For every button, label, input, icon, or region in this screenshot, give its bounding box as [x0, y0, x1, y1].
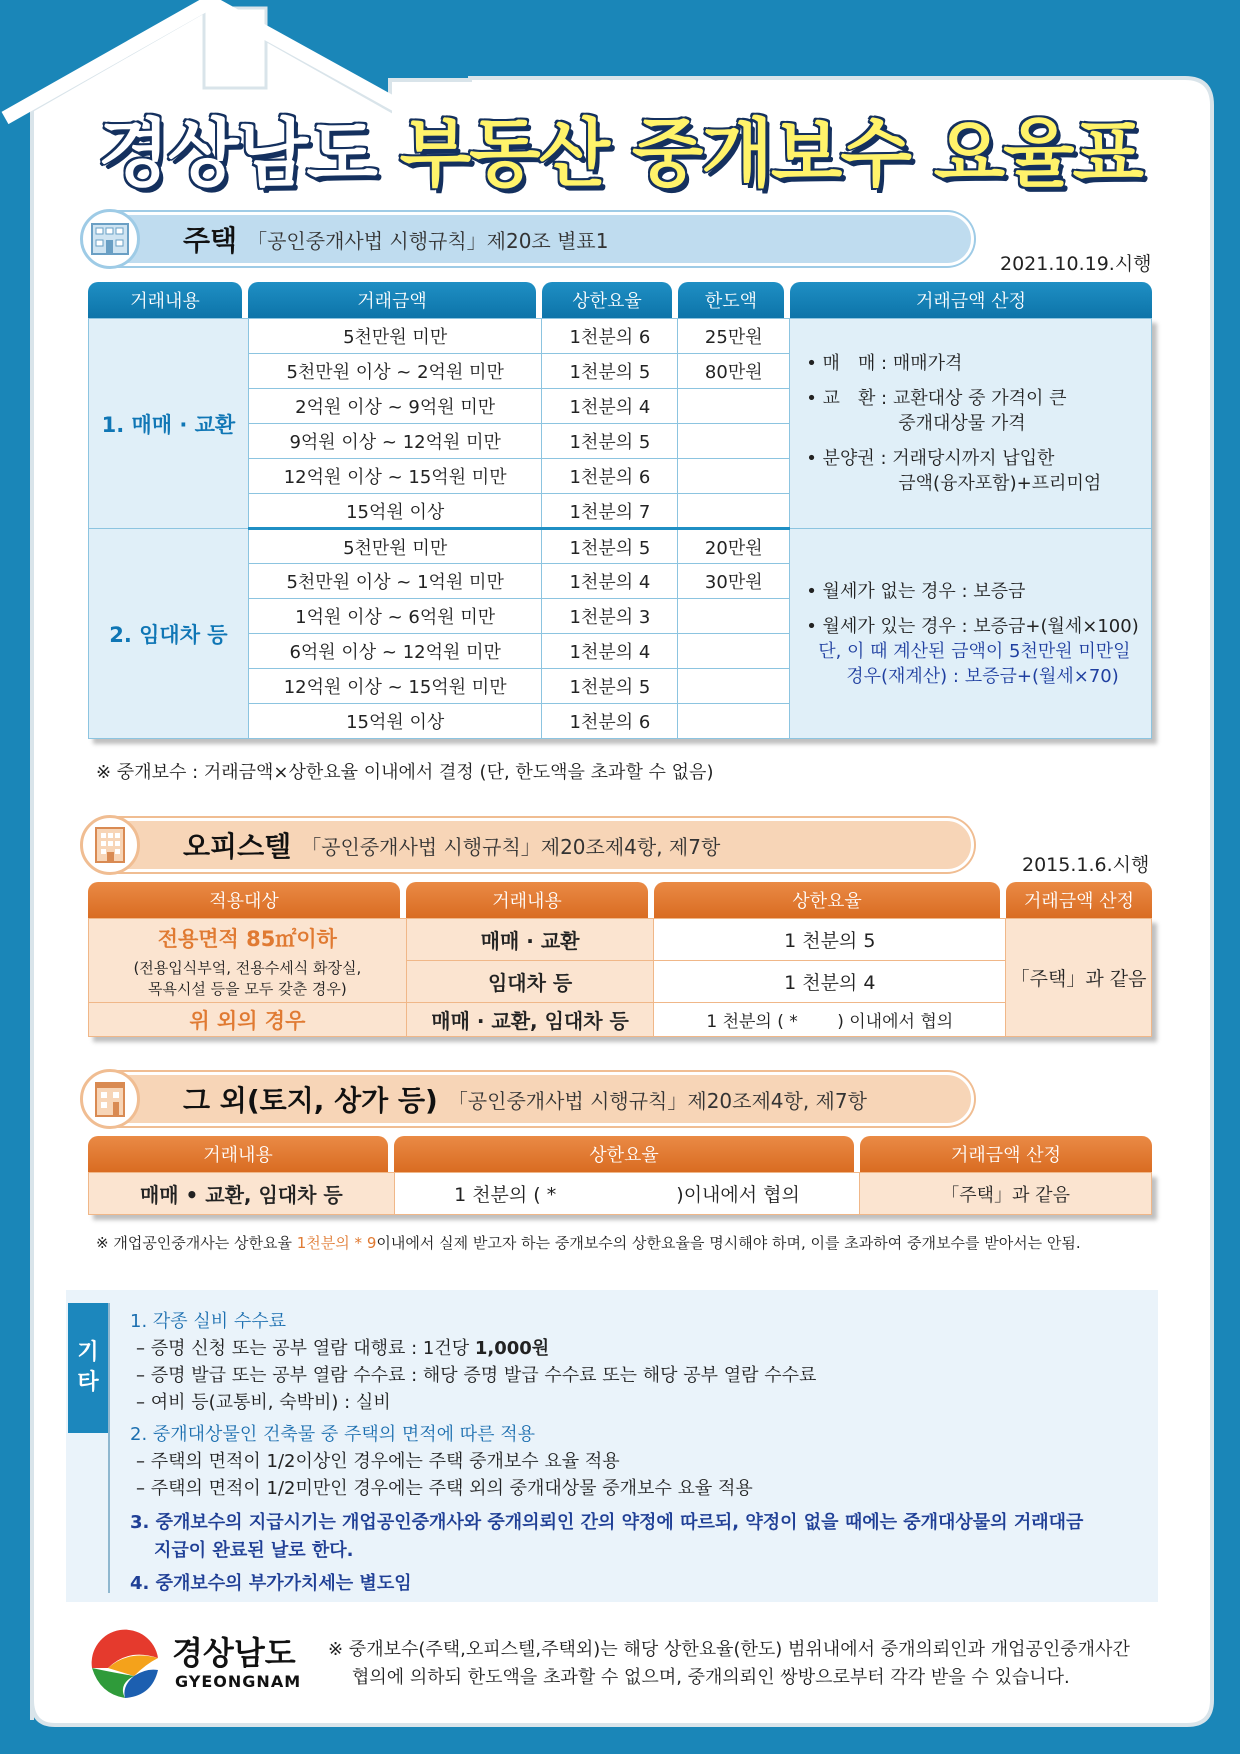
header-amount-calc: 거래금액 산정: [1006, 882, 1152, 918]
sale-kind: 1. 매매 · 교환: [89, 319, 249, 529]
header-max-rate: 상한요율: [654, 882, 1000, 918]
house-note: ※ 중개보수 : 거래금액×상한요율 이내에서 결정 (단, 한도액을 초과할 수 없음): [96, 762, 714, 783]
logo-korean: 경상남도: [172, 1634, 296, 1672]
table-row: 임대차 등 1 천분의 4: [89, 961, 1152, 1003]
table-row: 9억원 이상 ~ 12억원 미만 1천분의 5: [89, 424, 1152, 459]
table-row: 6억원 이상 ~ 12억원 미만 1천분의 4: [89, 634, 1152, 669]
header-amount-calc: 거래금액 산정: [790, 282, 1152, 318]
table-row: 2. 임대차 등 5천만원 미만 1천분의 5 20만원 • 월세가 없는 경우 : 보증금 • 월세가 있는 경우 : 보증금+(월세×100) 단, 이 때 계산된 금액이 5천만원 미만일 경우(재계산) : 보증금+(월세×70): [89, 529, 1152, 564]
etc-tag: 기 타: [68, 1303, 108, 1433]
house-effective-date: 2021.10.19.시행: [1000, 253, 1152, 275]
shop-icon: [80, 1069, 140, 1129]
table-row: 2억원 이상 ~ 9억원 미만 1천분의 4: [89, 389, 1152, 424]
table-row: 1. 매매 · 교환 5천만원 미만 1천분의 6 25만원 • 매 매 : 매매가격 • 교 환 : 교환대상 중 가격이 큰 중개대상물 가격 • 분양권 : 거래당시까지 납입한 금액(융자포함)+프리미엄: [89, 319, 1152, 354]
table-row: 5천만원 이상 ~ 1억원 미만 1천분의 4 30만원: [89, 564, 1152, 599]
house-table-header: [88, 282, 1152, 318]
table-row: 15억원 이상 1천분의 6: [89, 704, 1152, 739]
gyeongnam-logo-icon: [88, 1628, 162, 1702]
lease-calc: • 월세가 없는 경우 : 보증금 • 월세가 있는 경우 : 보증금+(월세×100) 단, 이 때 계산된 금액이 5천만원 미만일 경우(재계산) : 보증금+(월세×70): [790, 529, 1152, 739]
page-title: 경상남도 부동산 중개보수 요율표: [97, 111, 1143, 197]
table-row: 15억원 이상 1천분의 7: [89, 494, 1152, 529]
sale-calc: • 매 매 : 매매가격 • 교 환 : 교환대상 중 가격이 큰 중개대상물 가격 • 분양권 : 거래당시까지 납입한 금액(융자포함)+프리미엄: [790, 319, 1152, 529]
logo-english: GYEONGNAM: [175, 1672, 302, 1691]
table-row: 매매 • 교환, 임대차 등 1 천분의 ( * )이내에서 협의 「주택」과 같음: [89, 1173, 1152, 1215]
header-deal-type: 거래내용: [406, 882, 648, 918]
house-section-header: 주택 「공인중개사법 시행규칙」제20조 별표1: [88, 212, 974, 266]
footer-note: ※ 중개보수(주택,오피스텔,주택외)는 해당 상한요율(한도) 범위내에서 중개의뢰인과 개업공인중개사간 협의에 의하되 한도액을 초과할 수 없으며, 중개의뢰인 쌍방으로부터 각각 받을 수 있습니다.: [328, 1639, 1130, 1688]
building-icon: [80, 815, 140, 875]
header-max-rate: 상한요율: [394, 1136, 854, 1172]
etc-divider: [108, 1303, 110, 1593]
other-table-header: [88, 1136, 1152, 1172]
lease-kind: 2. 임대차 등: [89, 529, 249, 739]
house-fee-table: [88, 318, 1152, 739]
header-deal-amount: 거래금액: [248, 282, 536, 318]
table-row: 12억원 이상 ~ 15억원 미만 1천분의 6: [89, 459, 1152, 494]
table-row: 5천만원 이상 ~ 2억원 미만 1천분의 5 80만원: [89, 354, 1152, 389]
header-limit: 한도액: [678, 282, 784, 318]
header-amount-calc: 거래금액 산정: [860, 1136, 1152, 1172]
officetel-fee-table: [88, 918, 1152, 1037]
table-row: 12억원 이상 ~ 15억원 미만 1천분의 5: [89, 669, 1152, 704]
officetel-table-header: [88, 882, 1152, 918]
table-row: 1억원 이상 ~ 6억원 미만 1천분의 3: [89, 599, 1152, 634]
officetel-target-other: 위 외의 경우: [89, 1003, 407, 1037]
officetel-effective-date: 2015.1.6.시행: [1022, 854, 1150, 876]
header-target: 적용대상: [88, 882, 400, 918]
other-note: ※ 개업공인중개사는 상한요율 1천분의 * 9이내에서 실제 받고자 하는 중개보수의 상한요율을 명시해야 하며, 이를 초과하여 중개보수를 받아서는 안됨.: [96, 1234, 1081, 1252]
table-row: 전용면적 85㎡이하 (전용입식부엌, 전용수세식 화장실, 목욕시설 등을 모두 갖춘 경우) 매매 · 교환 1 천분의 5 「주택」과 같음: [89, 919, 1152, 961]
officetel-section-header: 오피스텔 「공인중개사법 시행규칙」제20조제4항, 제7항: [88, 818, 974, 872]
header-deal-type: 거래내용: [88, 1136, 388, 1172]
officetel-calc: 「주택」과 같음: [1006, 919, 1152, 1037]
table-row: 위 외의 경우 매매 · 교환, 임대차 등 1 천분의 ( * ) 이내에서 협의: [89, 1003, 1152, 1037]
other-fee-table: [88, 1172, 1152, 1215]
other-section-header: 그 외(토지, 상가 등) 「공인중개사법 시행규칙」제20조제4항, 제7항: [88, 1072, 974, 1126]
header-deal-type: 거래내용: [88, 282, 242, 318]
house-icon: [80, 209, 140, 269]
header-max-rate: 상한요율: [542, 282, 672, 318]
officetel-target-85: 전용면적 85㎡이하 (전용입식부엌, 전용수세식 화장실, 목욕시설 등을 모두 갖춘 경우): [89, 919, 407, 1003]
